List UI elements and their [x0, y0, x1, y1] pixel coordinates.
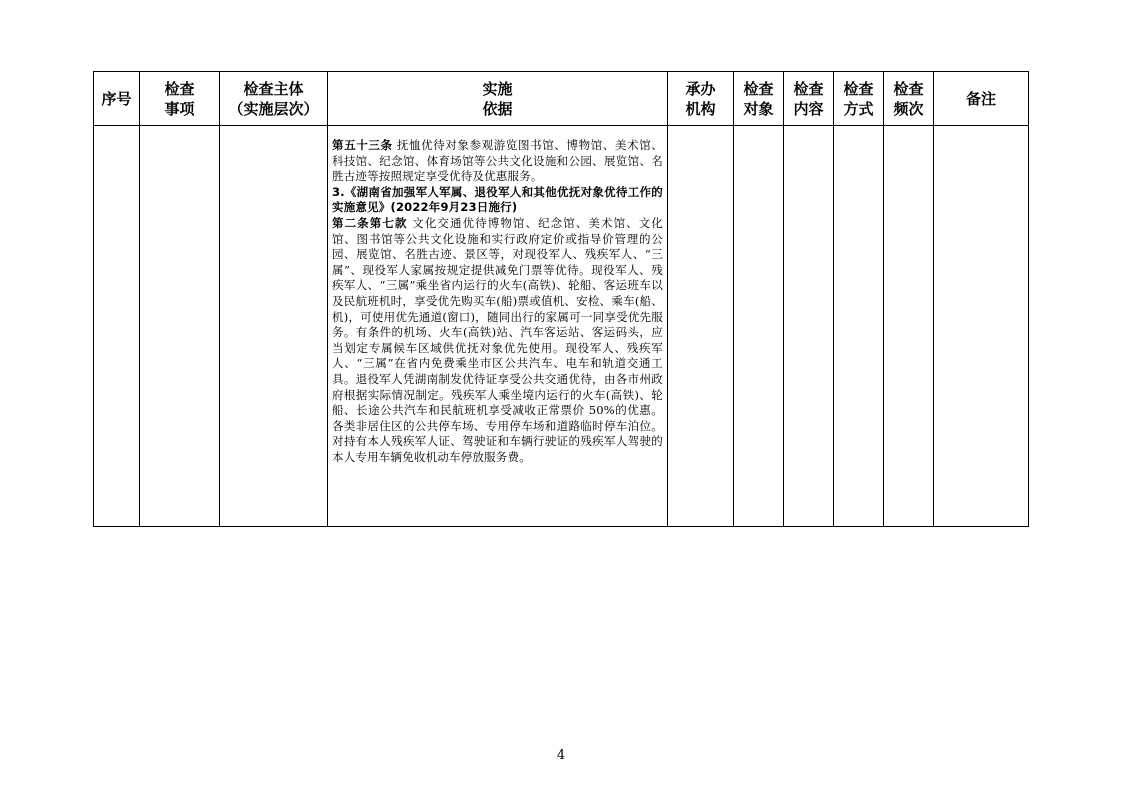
- article-2-text: 文化交通优待博物馆、纪念馆、美术馆、文化馆、图书馆等公共文化设施和实行政府定价或指导价管理的公园、展览馆、名胜古迹、景区等，对现役军人、残疾军人、“三属”、现役军人家属按规定提供减免门票等优待。现役军人、残疾军人、“三属”乘坐省内运行的火车(高铁)、轮船、客运班车以及民航班机时，享受优先购买车(船)票或值机、安检、乘车(船、机)，可使用优先通道(窗口)，随同出行的家属可一同享受优先服务。有条件的机场、火车(高铁)站、汽车客运站、客运码头，应当划定专属候车区域供优抚对象优先使用。现役军人、残疾军人、“三属”在省内免费乘坐市区公共汽车、电车和轨道交通工具。退役军人凭湖南制发优待证享受公共交通优待，由各市州政府根据实际情况制定。残疾军人乘坐境内运行的火车(高铁)、轮船、长途公共汽车和民航班机享受减收正常票价 50%的优惠。各类非居住区的公共停车场、专用停车场和道路临时停车泊位。对持有本人残疾军人证、驾驶证和车辆行驶证的残疾军人驾驶的本人专用车辆免收机动车停放服务费。: [332, 215, 664, 464]
- header-serial: 序号: [94, 72, 140, 126]
- header-inspection-item: 检查 事项: [140, 72, 220, 126]
- cell-inspection-object: [734, 126, 784, 527]
- header-inspection-content: 检查 内容: [784, 72, 834, 126]
- cell-inspection-content: [784, 126, 834, 527]
- cell-remarks: [934, 126, 1029, 527]
- article-2-paragraph: [332, 216, 663, 466]
- table-row: [94, 126, 1029, 527]
- cell-serial: [94, 126, 140, 527]
- cell-inspection-frequency: [884, 126, 934, 527]
- page-number: 4: [556, 748, 566, 763]
- article-53-text: 抚恤优待对象参观游览图书馆、博物馆、美术馆、科技馆、纪念馆、体育场馆等公共文化设施和公园、展览馆、名胜古迹等按照规定享受优待及优惠服务。: [332, 138, 664, 184]
- header-inspection-subject: 检查主体 （实施层次）: [220, 72, 328, 126]
- inspection-table: [93, 71, 1029, 527]
- article-53-paragraph: [332, 138, 663, 185]
- article-2-label: 第二条第七款: [332, 215, 408, 230]
- header-implementation-basis: 实施 依据: [328, 72, 668, 126]
- article-53-label: 第五十三条: [332, 138, 393, 152]
- cell-inspection-method: [834, 126, 884, 527]
- cell-implementation-basis: [328, 126, 668, 527]
- cell-undertaking-agency: [668, 126, 734, 527]
- table-header-row: [94, 72, 1029, 126]
- header-inspection-method: 检查 方式: [834, 72, 884, 126]
- header-undertaking-agency: 承办 机构: [668, 72, 734, 126]
- header-remarks: 备注: [934, 72, 1029, 126]
- cell-inspection-item: [140, 126, 220, 527]
- header-inspection-object: 检查 对象: [734, 72, 784, 126]
- document-3-title: 3.《湖南省加强军人军属、退役军人和其他优抚对象优待工作的实施意见》(2022年9月23日施行): [332, 184, 663, 215]
- header-inspection-frequency: 检查 频次: [884, 72, 934, 126]
- cell-inspection-subject: [220, 126, 328, 527]
